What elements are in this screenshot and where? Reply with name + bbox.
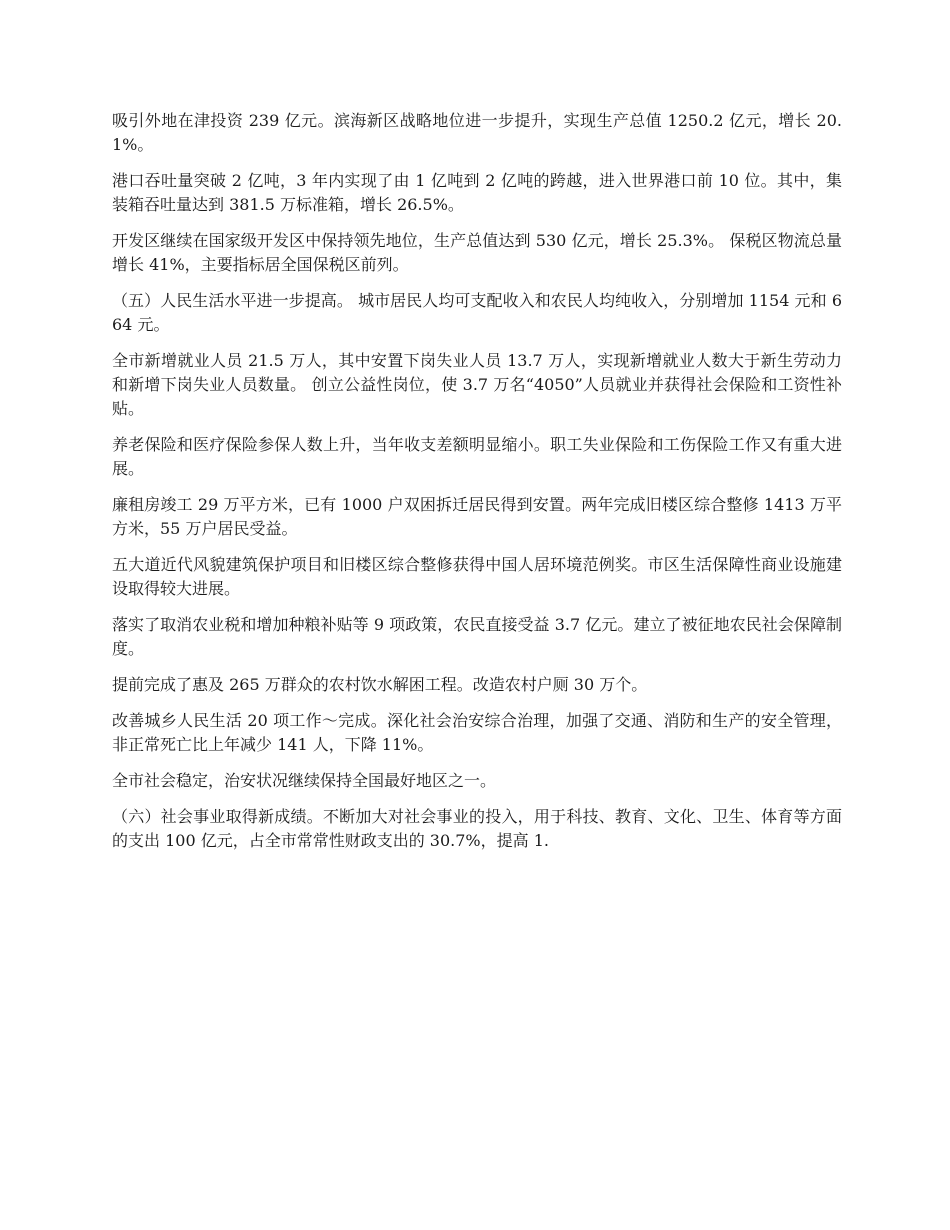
- paragraph: 提前完成了惠及 265 万群众的农村饮水解困工程。改造农村户厕 30 万个。: [112, 675, 648, 694]
- paragraph: 港口吞吐量突破 2 亿吨，3 年内实现了由 1 亿吨到 2 亿吨的跨越，进入世界港口前 10 位。其中，集装箱吞吐量达到 381.5 万标准箱，增长 26.5%。: [112, 171, 842, 214]
- paragraph: （五）人民生活水平进一步提高。 城市居民人均可支配收入和农民人均纯收入，分别增加 1154 元和 664 元。: [112, 291, 842, 334]
- paragraph: 五大道近代风貌建筑保护项目和旧楼区综合整修获得中国人居环境范例奖。市区生活保障性商业设施建设取得较大进展。: [112, 555, 842, 598]
- paragraph: 养老保险和医疗保险参保人数上升，当年收支差额明显缩小。职工失业保险和工伤保险工作又有重大进展。: [112, 435, 842, 478]
- paragraph: 全市社会稳定，治安状况继续保持全国最好地区之一。: [112, 771, 497, 790]
- paragraph: 开发区继续在国家级开发区中保持领先地位，生产总值达到 530 亿元，增长 25.3%。 保税区物流总量增长 41%，主要指标居全国保税区前列。: [112, 231, 842, 274]
- document-body: [112, 109, 842, 865]
- paragraph: 改善城乡人民生活 20 项工作～完成。深化社会治安综合治理，加强了交通、消防和生产的安全管理，非正常死亡比上年减少 141 人，下降 11%。: [112, 711, 842, 754]
- paragraph: 廉租房竣工 29 万平方米，已有 1000 户双困拆迁居民得到安置。两年完成旧楼区综合整修 1413 万平方米，55 万户居民受益。: [112, 495, 842, 538]
- paragraph: 落实了取消农业税和增加种粮补贴等 9 项政策，农民直接受益 3.7 亿元。建立了被征地农民社会保障制度。: [112, 615, 842, 658]
- paragraph: 吸引外地在津投资 239 亿元。滨海新区战略地位进一步提升，实现生产总值 1250.2 亿元，增长 20.1%。: [112, 111, 842, 154]
- paragraph: 全市新增就业人员 21.5 万人，其中安置下岗失业人员 13.7 万人，实现新增就业人数大于新生劳动力和新增下岗失业人员数量。 创立公益性岗位，使 3.7 万名“4050”人员就业并获得社会保险和工资性补贴。: [112, 351, 842, 418]
- paragraph: （六）社会事业取得新成绩。不断加大对社会事业的投入，用于科技、教育、文化、卫生、体育等方面的支出 100 亿元，占全市常常性财政支出的 30.7%，提高 1.: [112, 807, 842, 850]
